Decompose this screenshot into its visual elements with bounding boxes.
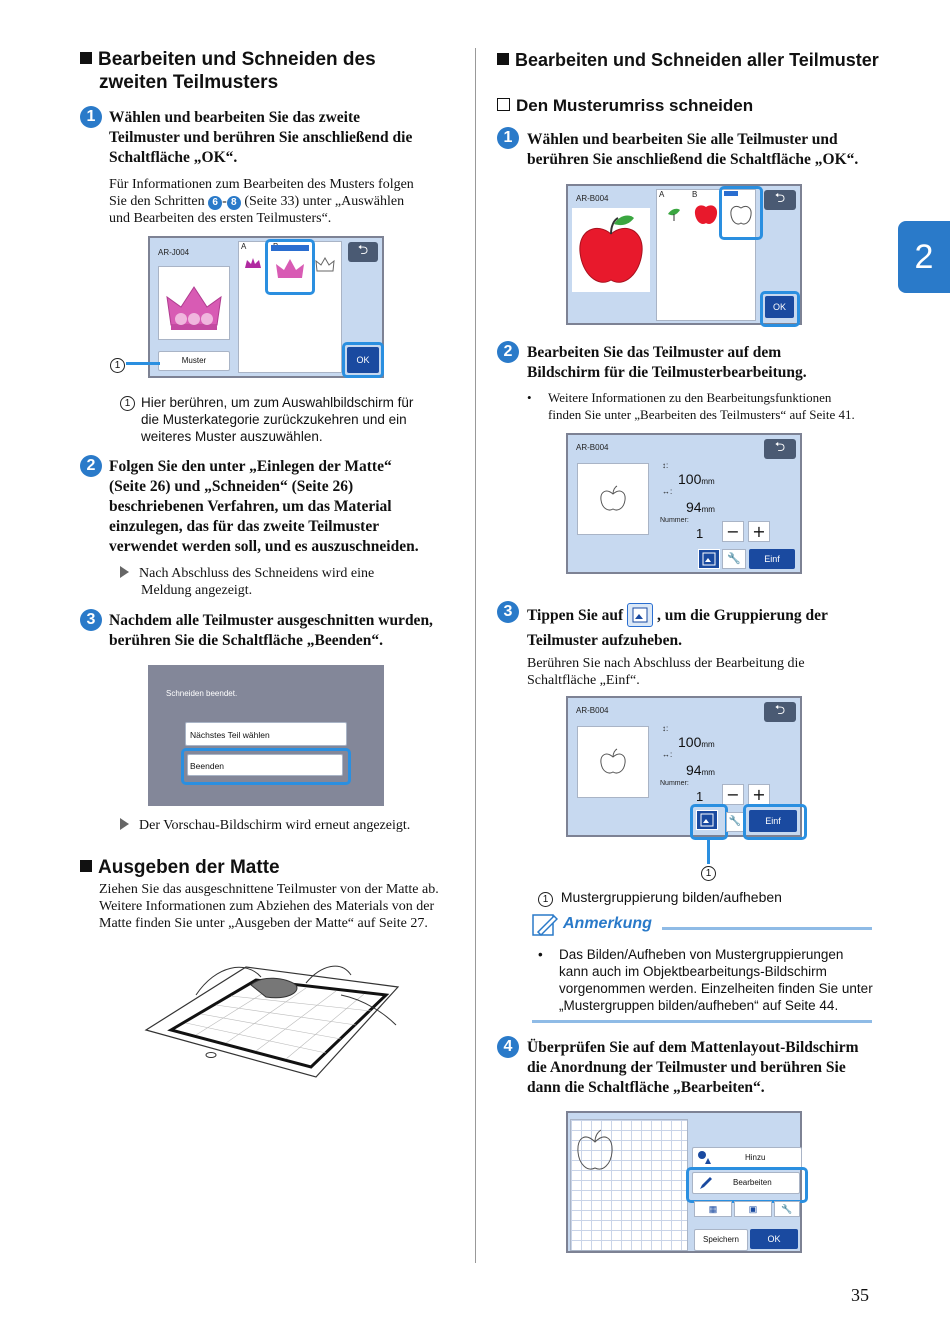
part-c-outline-icon [314, 256, 336, 274]
section-title-eject-mat: Ausgeben der Matte [80, 857, 280, 879]
callout-r-description: 1 Mustergruppierung bilden/aufheben [538, 889, 782, 907]
screenshot-part-edit-highlighted [566, 696, 802, 837]
part-preview [577, 463, 649, 535]
apple-preview-icon [572, 208, 650, 292]
mat-peeling-illustration [136, 955, 406, 1080]
page-number: 35 [851, 1285, 869, 1305]
tool-button[interactable]: 🔧 [722, 549, 746, 569]
ok-button-r1[interactable]: OK [765, 296, 794, 318]
add-shape-icon [697, 1150, 713, 1166]
tool-button-3[interactable]: 🔧 [774, 1201, 800, 1217]
hinzu-button[interactable]: Hinzu [692, 1147, 802, 1169]
pattern-code-r3: AR-B004 [576, 706, 609, 715]
step-badge-r3: 3 [497, 601, 519, 623]
width-value: 94mm [686, 499, 715, 515]
apple-outline-preview-icon-2 [578, 727, 648, 797]
pattern-code-r1: AR-B004 [576, 194, 609, 203]
screenshot-part-edit [566, 433, 802, 574]
screenshot-pattern-selection [148, 236, 384, 378]
note-body: • Das Bilden/Aufheben von Mustergruppierungen kann auch im Objektbearbeitungs-Bildschirm vorgenommen werden. Einzelheiten finden Sie unter „Mustergruppen bilden/aufheben“ auf Seite 44. [538, 947, 873, 1013]
mat-apple-outline-icon [575, 1124, 619, 1178]
back-button-r2[interactable]: ⮌ [764, 439, 796, 459]
muster-button[interactable]: Muster [158, 351, 230, 371]
right-step2-text: Bearbeiten Sie das Teilmuster auf dem Bildschirm für die Teilmusterbearbeitung. [527, 344, 807, 381]
step-badge-2: 2 [80, 455, 102, 477]
screenshot-cutting-finished [148, 665, 384, 806]
step-ref-6: 6 [208, 196, 222, 210]
col-b-label-r1: B [692, 190, 698, 199]
back-button-r3[interactable]: ⮌ [764, 702, 796, 722]
column-divider [475, 48, 476, 1263]
callout-marker-1: 1 [110, 355, 125, 373]
subsection-title-outline: Den Musterumriss schneiden [497, 96, 753, 116]
number-value: 1 [696, 526, 704, 541]
chapter-tab: 2 [898, 221, 950, 293]
apple-outline-icon [728, 201, 754, 227]
step-badge-r2: 2 [497, 341, 519, 363]
note-top-rule [662, 927, 872, 930]
height-icon-2: ↕: [662, 724, 669, 733]
note-pencil-icon [532, 912, 558, 938]
screenshot-mat-layout [566, 1111, 802, 1253]
step-badge-1: 1 [80, 106, 102, 128]
preview-area [158, 266, 230, 340]
outline-part-highlight[interactable] [719, 186, 763, 240]
screenshot-apple-parts [566, 184, 802, 325]
einf-button-2[interactable]: Einf [749, 810, 797, 832]
callout-line-r [707, 838, 710, 864]
height-icon: ↕: [662, 461, 669, 470]
align-button[interactable]: ▦ [694, 1201, 732, 1217]
part-a-icon [243, 256, 263, 272]
step2-text: Folgen Sie den unter „Einlegen der Matte“ (Seite 26) und „Schneiden“ (Seite 26) beschriebenen Verfahren, um das Material einzulegen, das für das zweite Teilmuster verwendet werden soll, und es auszuschneiden. [109, 458, 419, 555]
tool-button-2[interactable]: 🔧 [726, 812, 744, 832]
ungroup-button[interactable] [698, 549, 720, 569]
right-step3-text: Tippen Sie auf , um die Gruppierung der Teilmuster aufzuheben. [527, 603, 828, 651]
back-button[interactable]: ⮌ [348, 242, 378, 262]
finished-message: Schneiden beendet. [166, 689, 238, 698]
number-label-2: Nummer: [660, 780, 689, 787]
ok-button-r6[interactable]: OK [750, 1229, 798, 1249]
height-value-2: 100mm [678, 734, 715, 750]
minus-button[interactable]: − [722, 521, 744, 542]
pattern-code: AR-J004 [158, 248, 190, 257]
width-value-2: 94mm [686, 762, 715, 778]
back-button-r1[interactable]: ⮌ [764, 190, 796, 210]
ok-button[interactable]: OK [347, 347, 379, 373]
end-button[interactable]: Beenden [187, 754, 343, 776]
red-apple-part-icon [693, 202, 719, 226]
number-value-2: 1 [696, 789, 704, 804]
section-title-second-part-line2: zweiten Teilmusters [99, 72, 279, 93]
edit-pencil-icon [699, 1176, 713, 1190]
step2-result: Nach Abschluss des Schneidens wird eine Meldung angezeigt. [120, 565, 374, 599]
step-badge-r4: 4 [497, 1036, 519, 1058]
next-part-button[interactable]: Nächstes Teil wählen [185, 722, 347, 746]
step3-text: Nachdem alle Teilmuster ausgeschnitten wurden, berühren Sie die Schaltfläche „Beenden“. [109, 612, 433, 649]
col-a-label-r1: A [659, 190, 665, 199]
delete-button[interactable]: ▣ [734, 1201, 772, 1217]
speichern-button[interactable]: Speichern [694, 1229, 748, 1251]
step-badge-r1: 1 [497, 127, 519, 149]
number-label: Nummer: [660, 517, 689, 524]
part-b-highlight[interactable] [265, 239, 315, 295]
section-title-all-parts: Bearbeiten und Schneiden aller Teilmuster [497, 49, 879, 71]
callout-marker-r: 1 [701, 863, 716, 881]
callout-line-1 [126, 362, 160, 365]
right-step3-body: Berühren Sie nach Abschluss der Bearbeitung die Schaltfläche „Einf“. [527, 656, 805, 688]
plus-button-2[interactable]: + [748, 784, 770, 805]
col-a-label: A [241, 242, 247, 251]
step1-body: Für Informationen zum Bearbeiten des Musters folgen Sie den Schritten 6 - 8 (Seite 33) unter „Auswählen und Bearbeiten des ersten Teilmusters“. [109, 177, 414, 226]
part-preview-2 [577, 726, 649, 798]
crown-preview-icon [159, 267, 229, 339]
height-value: 100mm [678, 471, 715, 487]
pattern-code-r2: AR-B004 [576, 443, 609, 452]
callout1-description: 1 Hier berühren, um zum Auswahlbildschirm für die Musterkategorie zurückzukehren und ein weiteres Muster auszuwählen. [120, 394, 413, 445]
note-title: Anmerkung [563, 915, 652, 932]
section-title-second-part: Bearbeiten und Schneiden des [80, 49, 376, 71]
step3-result: Der Vorschau-Bildschirm wird erneut angezeigt. [120, 817, 410, 834]
note-bottom-rule [532, 1020, 872, 1023]
width-icon: ↔: [662, 487, 673, 496]
mat-grid [570, 1119, 688, 1251]
ungroup-icon [699, 550, 719, 568]
step1-text: Wählen und bearbeiten Sie das zweite Teilmuster und berühren Sie anschließend die Schaltfläche „OK“. [109, 109, 413, 166]
right-step2-bullet: • Weitere Informationen zu den Bearbeitungsfunktionen finden Sie unter „Bearbeiten des Teilmusters“ auf Seite 41. [527, 390, 855, 422]
einf-button[interactable]: Einf [749, 549, 795, 569]
apple-preview [572, 208, 650, 292]
bearbeiten-button[interactable]: Bearbeiten [692, 1172, 800, 1194]
ungroup-button-2[interactable] [696, 810, 718, 830]
step-badge-3: 3 [80, 609, 102, 631]
part-b-crown-icon [274, 256, 306, 282]
width-icon-2: ↔: [662, 750, 673, 759]
leaf-part-icon [666, 206, 682, 222]
minus-button-2[interactable]: − [722, 784, 744, 805]
right-step1-text: Wählen und bearbeiten Sie alle Teilmuster und berühren Sie anschließend die Schaltfläche „OK“. [527, 131, 859, 168]
eject-mat-body: Ziehen Sie das ausgeschnittene Teilmuster von der Matte ab. Weitere Informationen zum Abziehen des Materials von der Matte finden Sie unter „Ausgeben der Matte“ auf Seite 27. [99, 882, 439, 931]
ungroup-inline-icon [627, 603, 653, 627]
plus-button[interactable]: + [748, 521, 770, 542]
right-step4-text: Überprüfen Sie auf dem Mattenlayout-Bildschirm die Anordnung der Teilmuster und berühren Sie dann die Schaltfläche „Bearbeiten“. [527, 1039, 859, 1096]
step-ref-8: 8 [227, 196, 241, 210]
ungroup-icon-2 [697, 811, 717, 829]
apple-outline-preview-icon [578, 464, 648, 534]
